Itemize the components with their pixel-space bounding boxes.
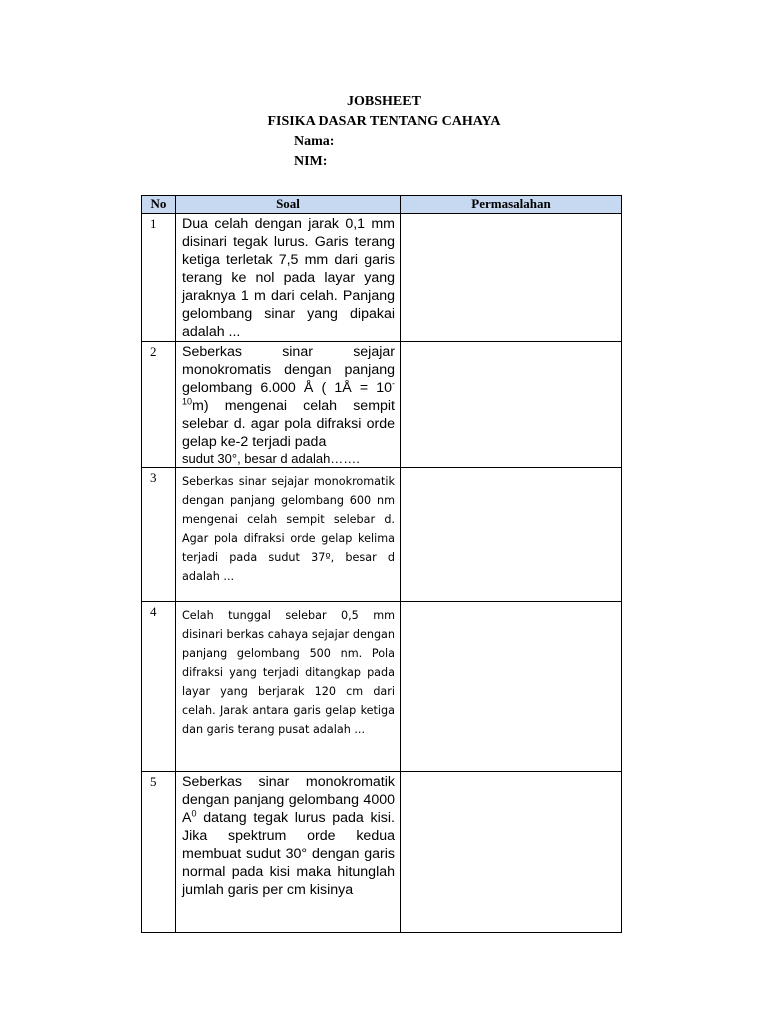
document-title: JOBSHEET bbox=[347, 94, 421, 109]
document-subtitle: FISIKA DASAR TENTANG CAHAYA bbox=[267, 114, 501, 129]
table-row bbox=[142, 602, 622, 772]
row-number: 2 bbox=[142, 342, 176, 468]
header-no: No bbox=[142, 196, 176, 214]
answer-cell[interactable] bbox=[401, 772, 622, 933]
question-superscript: -10 bbox=[182, 378, 395, 407]
row-number: 4 bbox=[142, 602, 176, 772]
document-header bbox=[0, 92, 768, 172]
answer-cell[interactable] bbox=[401, 468, 622, 602]
answer-cell[interactable] bbox=[401, 342, 622, 468]
question-text-part: datang tegak lurus pada kisi. Jika spektrum orde kedua membuat sudut 30° dengan garis normal pada kisi maka hitunglah jumlah garis per cm kisinya bbox=[182, 810, 395, 898]
question-cell: Celah tunggal selebar 0,5 mm disinari berkas cahaya sejajar dengan panjang gelombang 500 nm. Pola difraksi yang terjadi ditangkap pada layar yang berjarak 120 cm dari celah. Jarak antara garis gelap ketiga dan garis terang pusat adalah ... bbox=[176, 602, 401, 772]
table-row bbox=[142, 214, 622, 342]
question-cell bbox=[176, 772, 401, 933]
question-cell: Seberkas sinar sejajar monokromatik dengan panjang gelombang 600 nm mengenai celah sempit selebar d. Agar pola difraksi orde gelap kelima terjadi pada sudut 37º, besar d adalah ... bbox=[176, 468, 401, 602]
nim-label: NIM: bbox=[294, 154, 328, 169]
row-number: 1 bbox=[142, 214, 176, 342]
header-soal: Soal bbox=[176, 196, 401, 214]
table-header-row bbox=[142, 196, 622, 214]
question-text-part: Seberkas sinar monokromatik dengan panjang gelombang 4000 A bbox=[182, 774, 395, 826]
question-text-part: m) mengenai celah sempit selebar d. agar pola difraksi orde gelap ke-2 terjadi pada bbox=[182, 398, 395, 450]
answer-cell[interactable] bbox=[401, 214, 622, 342]
table-row bbox=[142, 342, 622, 468]
row-number: 3 bbox=[142, 468, 176, 602]
table-row bbox=[142, 772, 622, 933]
question-text-part: Seberkas sinar sejajar monokromatis dengan panjang gelombang 6.000 Å ( 1Å = 10 bbox=[182, 344, 395, 396]
table-row bbox=[142, 468, 622, 602]
question-superscript: 0 bbox=[191, 808, 197, 819]
question-cell: Dua celah dengan jarak 0,1 mm disinari tegak lurus. Garis terang ketiga terletak 7,5 mm dari garis terang ke nol pada layar yang jaraknya 1 m dari celah. Panjang gelombang sinar yang dipakai adalah ... bbox=[176, 214, 401, 342]
nama-label: Nama: bbox=[294, 134, 335, 149]
header-permasalahan: Permasalahan bbox=[401, 196, 622, 214]
question-text-part: sudut 30°, besar d adalah……. bbox=[182, 451, 360, 466]
answer-cell[interactable] bbox=[401, 602, 622, 772]
row-number: 5 bbox=[142, 772, 176, 933]
jobsheet-table bbox=[141, 195, 622, 933]
question-cell bbox=[176, 342, 401, 468]
